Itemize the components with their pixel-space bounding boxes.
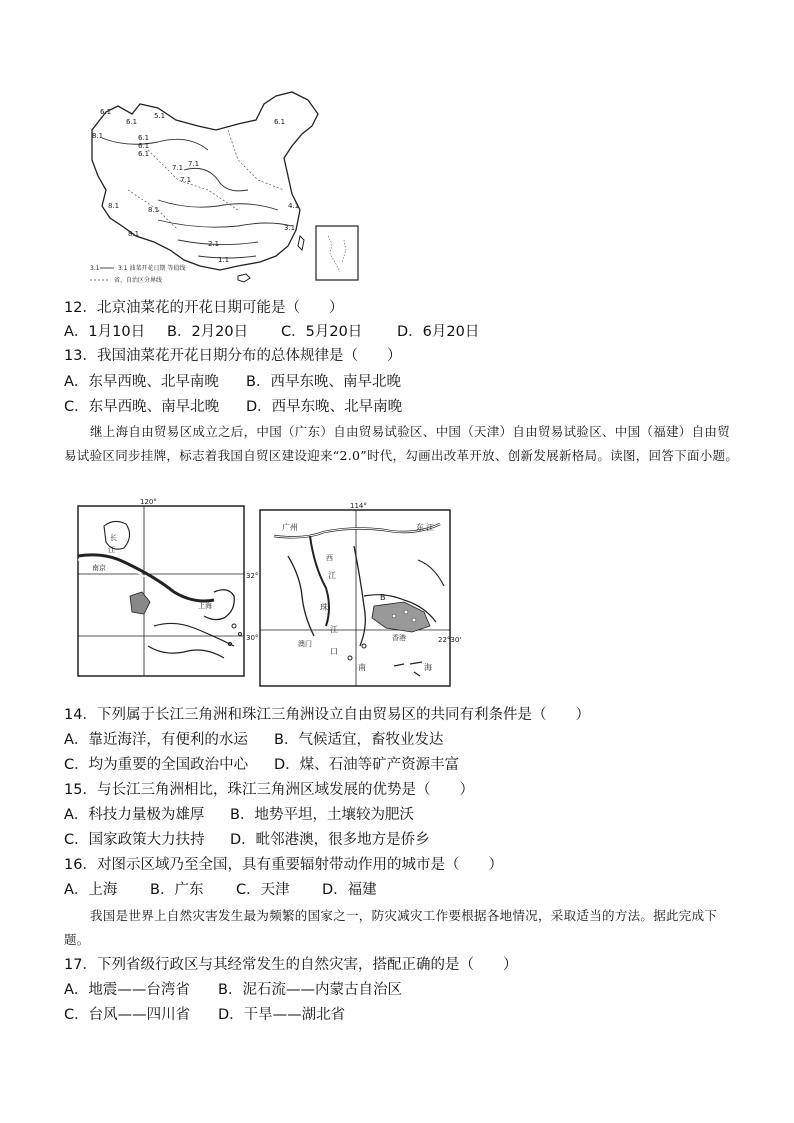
- delta-maps: [64, 496, 464, 694]
- map-label-b: B: [380, 593, 386, 602]
- intro-paragraph-disaster: 我国是世界上自然灾害发生最为频繁的国家之一，防灾减灾工作要根据各地情况，采取适当的方法。据此完成下题。: [64, 908, 718, 947]
- pearl-lat-label: 22°30': [438, 636, 462, 644]
- pearl-delta-map: [260, 502, 461, 686]
- q14-option-d[interactable]: D．煤、石油等矿产资源丰富: [274, 757, 460, 773]
- q15-option-d[interactable]: D．毗邻港澳，很多地方是侨乡: [230, 832, 430, 848]
- south-china-sea-inset: [316, 226, 358, 280]
- q16-option-c[interactable]: C．天津: [236, 882, 290, 898]
- isoline-label: 8.1: [128, 230, 140, 238]
- map-label-hongkong: 香港: [392, 634, 406, 642]
- q16-option-d[interactable]: D．福建: [322, 882, 377, 898]
- q12-stem: 12．北京油菜花的开花日期可能是（ ）: [64, 300, 344, 316]
- map-label-jiang: 江: [108, 546, 115, 554]
- map-legend: [90, 264, 185, 284]
- q14-option-a[interactable]: A．靠近海洋，有便利的水运: [64, 732, 248, 748]
- legend-sample: 3.1: [90, 265, 100, 272]
- isoline-label: 7.1: [188, 160, 200, 168]
- q15-stem: 15．与长江三角洲相比，珠江三角洲区域发展的优势是（ ）: [64, 782, 474, 798]
- legend-boundary: 省、自治区分界线: [114, 277, 163, 284]
- legend-isoline: 3.1 油菜开花日期 等值线: [118, 265, 186, 272]
- isoline-label: 7.1: [172, 164, 184, 172]
- q13-option-d[interactable]: D．西早东晚、北早南晚: [246, 399, 403, 415]
- q14-option-b[interactable]: B．气候适宜，畜牧业发达: [274, 732, 444, 748]
- isoline-label: 7.1: [180, 176, 192, 184]
- yangtze-delta-map: [78, 498, 258, 676]
- isoline-label: 6.1: [100, 108, 112, 116]
- map-label-hai: 海: [424, 663, 432, 672]
- map-label-xi: 西: [326, 554, 333, 562]
- q12-option-c[interactable]: C．5月20日: [281, 324, 363, 340]
- q16-stem: 16．对图示区域乃至全国，具有重要辐射带动作用的城市是（ ）: [64, 857, 503, 873]
- intro-paragraph-fta: 继上海自由贸易区成立之后，中国（广东）自由贸易试验区、中国（天津）自由贸易试验区、中国（福建）自由贸易试验区同步挂牌，标志着我国自贸区建设迎来“2.0”时代，勾画出改革开放、创新发展新格局。读图，回答下面小题。: [64, 424, 739, 463]
- map-label-shanghai: 上海: [198, 602, 212, 610]
- isoline-label: 6.1: [138, 142, 150, 150]
- q16-option-b[interactable]: B．广东: [150, 882, 204, 898]
- isoline-label: 5.1: [154, 112, 166, 120]
- q14-stem: 14．下列属于长江三角洲和珠江三角洲设立自由贸易区的共同有利条件是（ ）: [64, 707, 590, 723]
- map-label-xi-jiang: 江: [328, 571, 336, 580]
- isoline-label: 4.1: [288, 202, 300, 210]
- isoline-label: 6.1: [126, 118, 138, 126]
- map-label-macau: 澳门: [298, 640, 312, 648]
- isoline-label: 2.1: [208, 240, 220, 248]
- q12-option-d[interactable]: D．6月20日: [397, 324, 480, 340]
- q13-option-a[interactable]: A．东早西晚、北早南晚: [64, 374, 219, 390]
- q14-option-c[interactable]: C．均为重要的全国政治中心: [64, 757, 249, 773]
- yangtze-lon-label: 120°: [140, 498, 157, 506]
- isoline-label: 6.1: [274, 118, 286, 126]
- q13-stem: 13．我国油菜花开花日期分布的总体规律是（ ）: [64, 348, 402, 364]
- province-boundaries: [128, 130, 284, 230]
- q17-option-d[interactable]: D．干旱——湖北省: [218, 1007, 346, 1023]
- isoline-label: 6.1: [138, 150, 150, 158]
- taiwan-outline: [298, 236, 304, 250]
- map-label-dong-jiang: 江: [426, 523, 434, 532]
- isoline-label: 1.1: [218, 256, 230, 264]
- map-label-dong: 东: [416, 523, 424, 532]
- q12-option-b[interactable]: B．2月20日: [167, 324, 249, 340]
- yangtze-lat-top-label: 32°: [246, 572, 259, 580]
- map-label-nan: 南: [358, 663, 366, 672]
- q15-option-c[interactable]: C．国家政策大力扶持: [64, 832, 205, 848]
- map-label-guangzhou: 广州: [282, 523, 298, 532]
- isolines: [102, 138, 292, 258]
- q12-option-a[interactable]: A．1月10日: [64, 324, 146, 340]
- isoline-label: 8.1: [92, 132, 104, 140]
- map-label-nanjing: 南京: [92, 564, 106, 572]
- map-label-kou: 口: [330, 647, 338, 656]
- hainan-outline: [238, 274, 250, 282]
- china-flowering-map: [88, 90, 368, 285]
- isoline-label: 8.1: [108, 202, 120, 210]
- q17-option-c[interactable]: C．台风——四川省: [64, 1007, 191, 1023]
- q17-stem: 17．下列省级行政区与其经常发生的自然灾害，搭配正确的是（ ）: [64, 957, 518, 973]
- map-label-zhu: 珠: [320, 603, 328, 612]
- q12-options: [64, 322, 479, 342]
- q17-option-b[interactable]: B．泥石流——内蒙古自治区: [218, 982, 402, 998]
- q17-option-a[interactable]: A．地震——台湾省: [64, 982, 190, 998]
- q16-option-a[interactable]: A．上海: [64, 882, 118, 898]
- map-label-chang: 长: [110, 534, 117, 542]
- isoline-label: 8.1: [148, 206, 160, 214]
- isoline-label: 3.1: [284, 224, 296, 232]
- q13-option-c[interactable]: C．东早西晚、南早北晚: [64, 399, 220, 415]
- map-label-zhu-jiang: 江: [330, 625, 338, 634]
- q15-option-b[interactable]: B．地势平坦，土壤较为肥沃: [230, 807, 414, 823]
- pearl-lon-label: 114°: [350, 502, 367, 510]
- yangtze-lat-bottom-label: 30°: [246, 634, 259, 642]
- isoline-label: 6.1: [138, 134, 150, 142]
- q13-option-b[interactable]: B．西早东晚、南早北晚: [246, 374, 401, 390]
- q15-option-a[interactable]: A．科技力量极为雄厚: [64, 807, 205, 823]
